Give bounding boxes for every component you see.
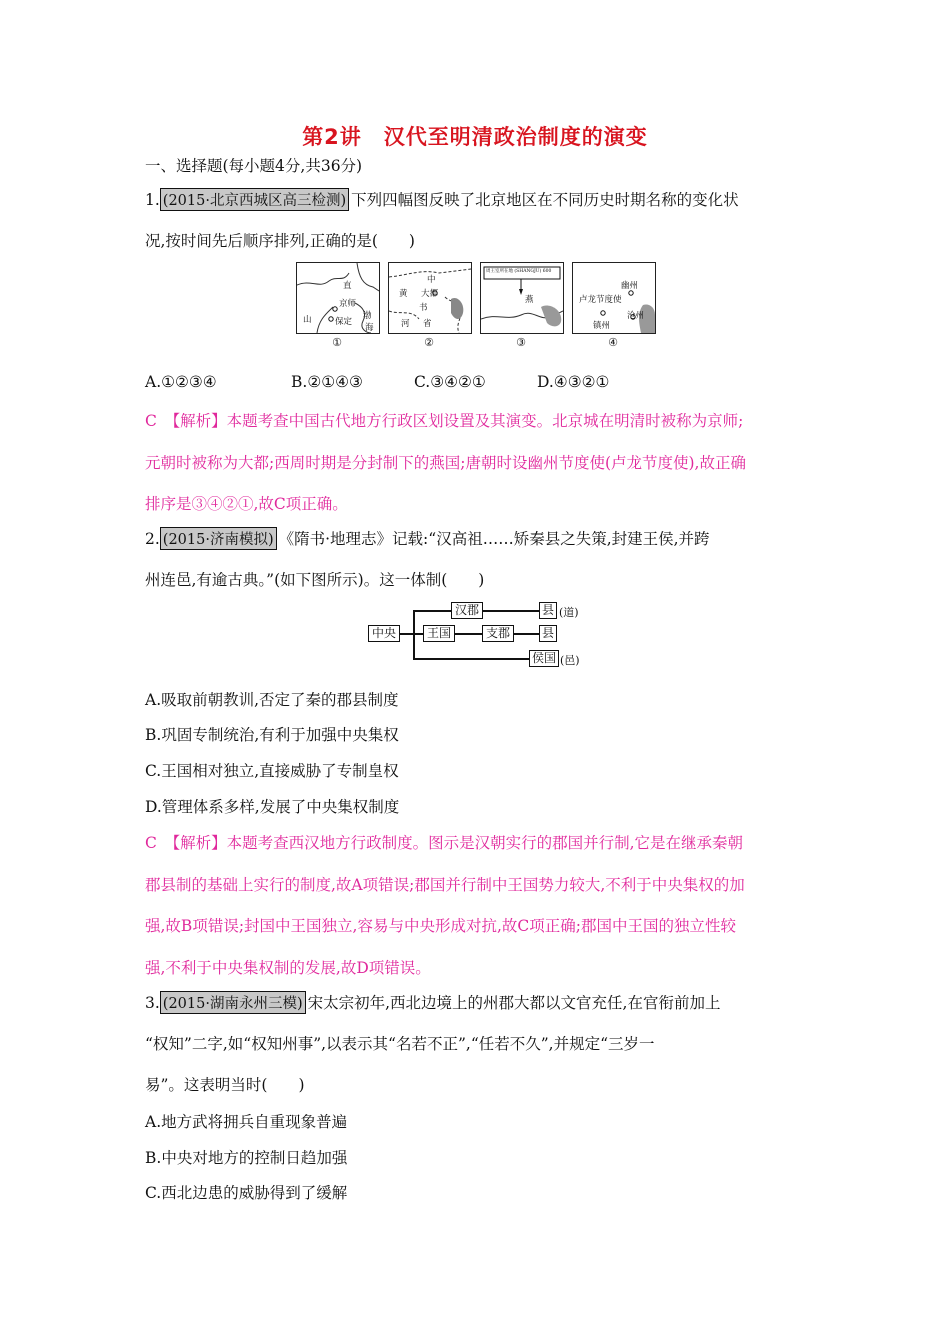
connector — [400, 633, 414, 635]
q2-option-b: B.巩固专制统治,有利于加强中央集权 — [145, 726, 399, 744]
map-4-label-zhenzhou: 镇州 — [593, 321, 611, 331]
map-1-label-baoding: 保定 — [335, 317, 353, 327]
box-houguo: 侯国 — [529, 650, 559, 667]
box-hanjun: 汉郡 — [451, 602, 483, 619]
q1-option-a: A.①②③④ — [145, 373, 217, 391]
q3-source-tag: (2015·湖南永州三模) — [160, 991, 306, 1014]
map-4-label-lulong: 卢龙节度使 — [579, 295, 622, 305]
q1-answer-line3: 排序是③④②①,故C项正确。 — [145, 495, 348, 513]
section-heading: 一、选择题(每小题4分,共36分) — [145, 157, 363, 175]
q1-option-c: C.③④②① — [414, 373, 486, 391]
q2-number: 2. — [145, 530, 160, 548]
q3-text1: 宋太宗初年,西北边境上的州郡大都以文官充任,在官衔前加上 — [307, 994, 721, 1012]
map-4-label-youzhou: 幽州 — [621, 281, 639, 291]
q2-line1 — [145, 527, 710, 550]
note-yi: (邑) — [560, 654, 580, 667]
q3-option-a: A.地方武将拥兵自重现象普遍 — [145, 1113, 348, 1131]
box-xian-2: 县 — [539, 625, 557, 642]
q1-maps — [296, 262, 656, 352]
map-3-caption: ③ — [516, 336, 526, 349]
map-1-label-hai: 海 — [365, 323, 374, 333]
q2-answer-line2: 郡县制的基础上实行的制度,故A项错误;郡国并行制中王国势力较大,不利于中央集权的加 — [145, 876, 745, 894]
box-zhijun: 支郡 — [482, 625, 514, 642]
q1-answer-line2: 元朝时被称为大都;西周时期是分封制下的燕国;唐朝时设幽州节度使(卢龙节度使),故正确 — [145, 454, 746, 472]
q1-line1 — [145, 188, 739, 211]
map-3-label-yan: 燕 — [525, 295, 534, 305]
connector — [413, 633, 423, 635]
q1-answer-line1: C 【解析】本题考查中国古代地方行政区划设置及其演变。北京城在明清时被称为京师; — [145, 412, 744, 430]
q2-system-diagram — [366, 598, 586, 670]
map-1-caption: ① — [332, 336, 342, 349]
q3-line2: “权知”二字,如“权知州事”,以表示其“名若不正”,“任若不久”,并规定“三岁一 — [145, 1035, 655, 1053]
q2-option-d: D.管理体系多样,发展了中央集权制度 — [145, 798, 400, 816]
connector — [413, 658, 529, 660]
q2-option-a: A.吸取前朝教训,否定了秦的郡县制度 — [145, 691, 399, 709]
note-dao: (道) — [559, 606, 579, 619]
q1-text1: 下列四幅图反映了北京地区在不同历史时期名称的变化状 — [351, 191, 739, 209]
q2-option-c: C.王国相对独立,直接威胁了专制皇权 — [145, 762, 399, 780]
box-wangguo: 王国 — [423, 625, 455, 642]
map-3 — [480, 262, 564, 334]
q2-answer-line4: 强,不利于中央集权制的发展,故D项错误。 — [145, 959, 431, 977]
q2-answer-line1: C 【解析】本题考查西汉地方行政制度。图示是汉朝实行的郡国并行制,它是在继承秦朝 — [145, 834, 744, 852]
map-1-label-jingshi: 京师 — [339, 299, 357, 309]
map-2-label-shu: 书 — [419, 303, 428, 313]
q3-option-b: B.中央对地方的控制日趋加强 — [145, 1149, 348, 1167]
map-4-caption: ④ — [608, 336, 618, 349]
page-title: 第2讲 汉代至明清政治制度的演变 — [302, 125, 648, 149]
connector — [483, 610, 539, 612]
box-central: 中央 — [368, 625, 400, 642]
map-2-label-he: 河 — [401, 319, 410, 329]
connector — [413, 610, 451, 612]
q2-text1: 《隋书·地理志》记载:“汉高祖……矫秦县之失策,封建王侯,并跨 — [278, 530, 710, 548]
map-2-caption: ② — [424, 336, 434, 349]
q1-option-d: D.④③②① — [537, 373, 610, 391]
map-4-label-cangzhou: 沧州 — [627, 311, 645, 321]
box-xian-1: 县 — [539, 602, 557, 619]
q1-line2: 况,按时间先后顺序排列,正确的是( ) — [145, 232, 415, 250]
map-3-label-capital: 周王室所在地 (SHANGJU) 600 — [486, 269, 552, 274]
q3-line3: 易”。这表明当时( ) — [145, 1076, 305, 1094]
map-4 — [572, 262, 656, 334]
q1-option-b: B.②①④③ — [291, 373, 363, 391]
connector — [514, 633, 539, 635]
q3-line1 — [145, 991, 720, 1014]
q1-number: 1. — [145, 191, 160, 209]
map-1-label-bo: 渤 — [363, 311, 372, 321]
map-2-label-sheng: 省 — [423, 319, 432, 329]
map-2-label-dadu: 大都 — [421, 289, 439, 299]
q3-option-c: C.西北边患的威胁得到了缓解 — [145, 1184, 348, 1202]
connector — [455, 633, 483, 635]
q1-source-tag: (2015·北京西城区高三检测) — [160, 188, 349, 211]
map-1 — [296, 262, 380, 334]
map-1-label-shan: 山 — [303, 315, 312, 325]
q2-answer-line3: 强,故B项错误;封国中王国独立,容易与中央形成对抗,故C项正确;郡国中王国的独立性较 — [145, 917, 736, 935]
map-2 — [388, 262, 472, 334]
q3-number: 3. — [145, 994, 160, 1012]
map-1-label-zhi: 直 — [343, 281, 352, 291]
map-2-label-huang: 黄 — [399, 289, 408, 299]
q2-source-tag: (2015·济南模拟) — [160, 527, 277, 550]
q2-line2: 州连邑,有逾古典。”(如下图所示)。这一体制( ) — [145, 571, 485, 589]
map-2-label-zhong: 中 — [427, 275, 436, 285]
